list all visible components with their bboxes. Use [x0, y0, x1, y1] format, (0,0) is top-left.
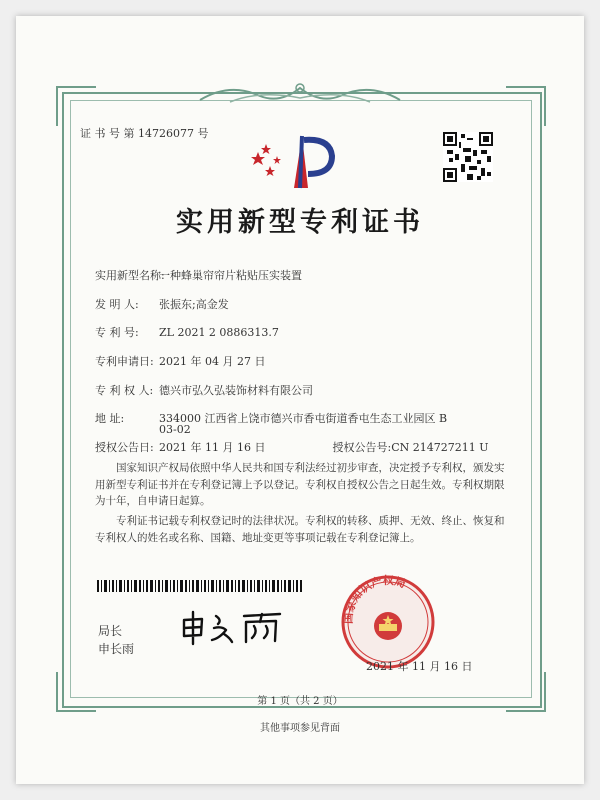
corner-ornament: [506, 86, 546, 126]
seal-date: 2021 年 11 月 16 日: [366, 660, 473, 673]
paragraph-text: 专利证书记载专利权登记时的法律状况。专利权的转移、质押、无效、终止、恢复和专利权人的姓名或名称、国籍、地址变更等事项记载在专利登记簿上。: [95, 515, 505, 544]
field-patentee: [95, 382, 313, 398]
field-grant: [95, 439, 489, 455]
patent-logo-icon: [250, 130, 350, 192]
director-title: 局长: [98, 624, 123, 638]
certificate-number: 证 书 号 第 14726077 号: [80, 127, 209, 140]
official-seal-icon: [340, 574, 436, 670]
field-value: 334000 江西省上饶市德兴市香屯街道香屯生态工业园区 B: [159, 412, 448, 425]
field-label: 专 利 权 人:: [95, 384, 154, 397]
statement-paragraph-1: [95, 460, 505, 510]
field-value: 2021 年 04 月 27 日: [159, 355, 266, 368]
certificate-title: 实用新型专利证书: [176, 207, 424, 238]
statement-paragraph-2: [95, 513, 505, 546]
field-label: 地 址:: [95, 412, 125, 425]
field-value: 德兴市弘久弘装饰材料有限公司: [159, 384, 313, 397]
grant-date-label: 授权公告日:: [95, 441, 154, 454]
back-note: 其他事项参见背面: [260, 723, 340, 734]
field-value: 张振东;高金发: [159, 298, 229, 311]
field-label: 专 利 号:: [95, 326, 139, 339]
field-patent-number: [95, 324, 279, 340]
national-emblem-icon: [374, 612, 402, 640]
corner-ornament: [56, 86, 96, 126]
field-value: 一种蜂巢帘帘片粘贴压实装置: [159, 269, 302, 282]
grant-number-label: 授权公告号:: [332, 441, 392, 454]
top-ornament-icon: [190, 78, 410, 108]
field-label: 发 明 人:: [95, 298, 139, 311]
field-label: 专利申请日:: [95, 355, 154, 368]
field-application-date: [95, 353, 265, 369]
page-number: 第 1 页（共 2 页）: [257, 696, 343, 707]
paragraph-text: 国家知识产权局依照中华人民共和国专利法经过初步审查，决定授予专利权，颁发实用新型专利证书并在专利登记簿上予以登记。专利权自授权公告之日起生效。专利权期限为十年，自申请日起算。: [95, 462, 505, 507]
director-name: 申长雨: [98, 642, 135, 656]
grant-date-value: 2021 年 11 月 16 日: [159, 441, 266, 454]
field-inventor: [95, 296, 229, 312]
field-address-cont: [95, 423, 191, 436]
field-value: ZL 2021 2 0886313.7: [159, 326, 279, 339]
field-label: 实用新型名称:: [95, 269, 165, 282]
field-value: 03-02: [159, 423, 191, 436]
signature-image: [178, 608, 288, 646]
barcode-icon: [97, 580, 302, 592]
grant-number-value: CN 214727211 U: [391, 441, 489, 454]
field-utility-name: [95, 267, 302, 283]
qr-code-icon: [443, 132, 493, 182]
seal-text: 国家知识产权局: [341, 574, 408, 625]
